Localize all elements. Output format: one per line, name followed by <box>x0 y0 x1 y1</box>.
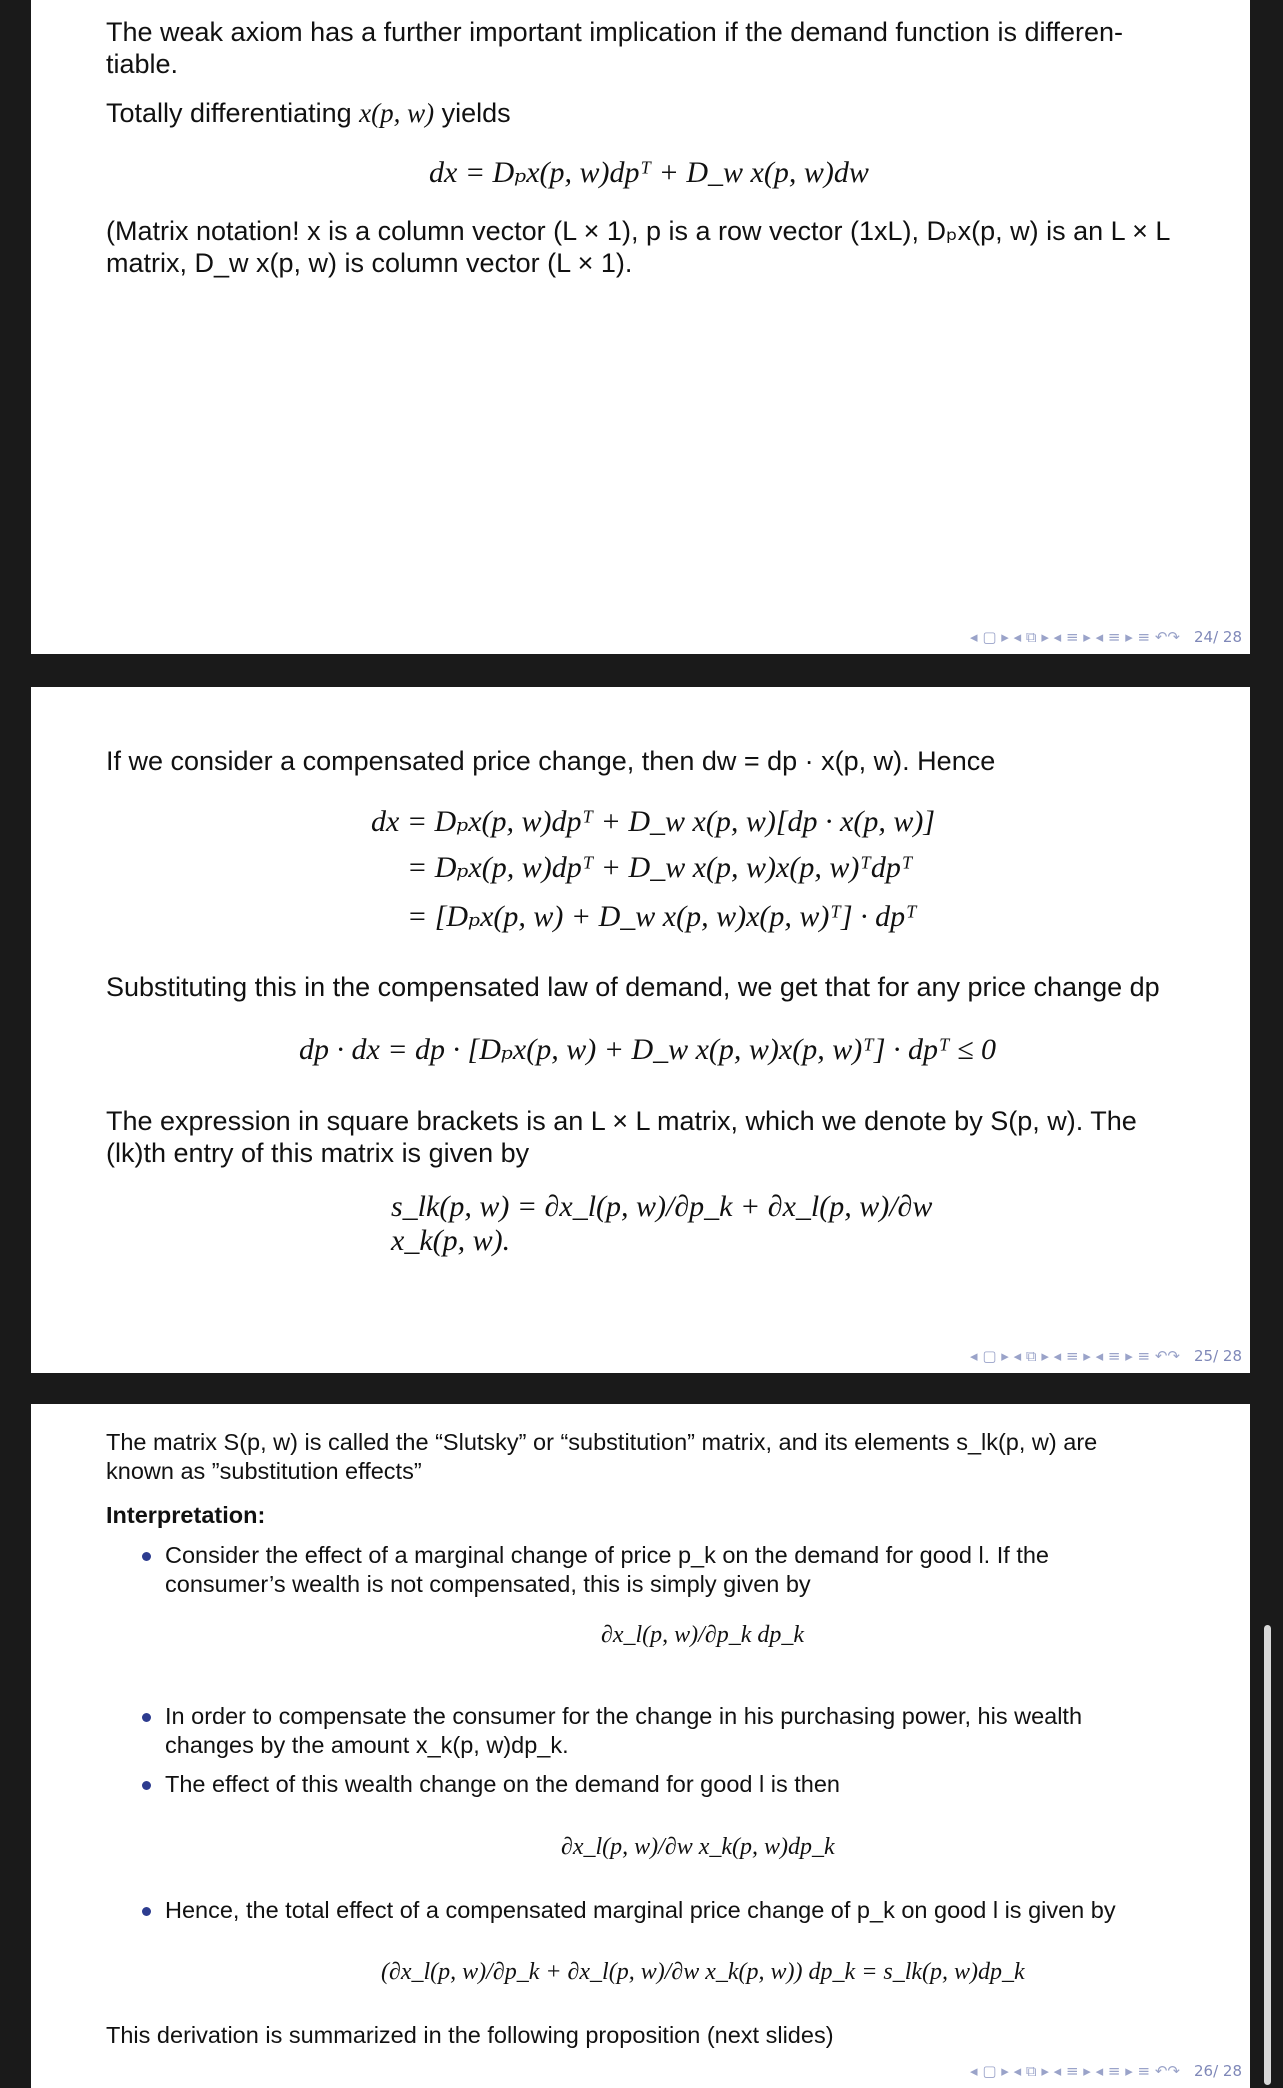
bullet-marker <box>142 1781 151 1790</box>
bullet-1-line-1: Consider the effect of a marginal change of price p_k on the demand for good l. If the <box>165 1542 1049 1568</box>
bullet-2-line-2: changes by the amount x_k(p, w)dp_k. <box>165 1732 569 1758</box>
paragraph-weak-axiom-cont: tiable. <box>106 49 179 79</box>
bullet-marker <box>142 1907 151 1916</box>
beamer-navigation-bar[interactable] <box>970 2062 1242 2084</box>
equation-law-of-demand: dp · dx = dp · [Dₚx(p, w) + D_w x(p, w)x(p, w)ᵀ] · dpᵀ ≤ 0 <box>299 1033 997 1066</box>
equation-line-3: = [Dₚx(p, w) + D_w x(p, w)x(p, w)ᵀ] · dpᵀ <box>407 900 917 933</box>
equation-uncompensated-effect: ∂x_l(p, w)/∂p_k dp_k <box>601 1622 805 1648</box>
bullet-1-line-2: consumer’s wealth is not compensated, this is simply given by <box>165 1571 811 1597</box>
paragraph-totally-differentiating: Totally differentiating x(p, w) yields <box>106 98 511 128</box>
beamer-navigation-bar[interactable] <box>970 1347 1242 1369</box>
bullet-marker <box>142 1552 151 1561</box>
bullet-2-line-1: In order to compensate the consumer for the change in his purchasing power, his wealth <box>165 1703 1083 1729</box>
scrollbar[interactable] <box>1264 1625 1271 2085</box>
nav-icons[interactable]: ◂ ▢ ▸ ◂ ⧉ ▸ ◂ ≡ ▸ ◂ ≡ ▸ ≡ ↶↷ <box>970 1347 1180 1365</box>
bullet-marker <box>142 1713 151 1722</box>
equation-line-2: = Dₚx(p, w)dpᵀ + D_w x(p, w)x(p, w)ᵀdpᵀ <box>407 851 913 884</box>
page-number: 25/ 28 <box>1194 1347 1242 1365</box>
equation-total-effect: (∂x_l(p, w)/∂p_k + ∂x_l(p, w)/∂w x_k(p, w)) dp_k = s_lk(p, w)dp_k <box>381 1959 1025 1985</box>
nav-icons[interactable]: ◂ ▢ ▸ ◂ ⧉ ▸ ◂ ≡ ▸ ◂ ≡ ▸ ≡ ↶↷ <box>970 2062 1180 2080</box>
paragraph-slutsky-matrix-1: The matrix S(p, w) is called the “Slutsky” or “substitution” matrix, and its elements s_lk(p, w) are <box>106 1429 1098 1455</box>
beamer-navigation-bar[interactable] <box>970 628 1242 650</box>
heading-interpretation: Interpretation: <box>106 1502 266 1528</box>
equation-wealth-effect: ∂x_l(p, w)/∂w x_k(p, w)dp_k <box>561 1834 835 1860</box>
paragraph-square-brackets-1: The expression in square brackets is an L × L matrix, which we denote by S(p, w). The <box>106 1106 1137 1136</box>
bullet-4: Hence, the total effect of a compensated marginal price change of p_k on good l is given by <box>165 1897 1116 1923</box>
page-number: 26/ 28 <box>1194 2062 1242 2080</box>
paragraph-substituting: Substituting this in the compensated law of demand, we get that for any price change dp <box>106 972 1160 1002</box>
slide-26 <box>31 1404 1250 2088</box>
paragraph-square-brackets-2: (lk)th entry of this matrix is given by <box>106 1138 530 1168</box>
note-matrix-notation-1: (Matrix notation! x is a column vector (L × 1), p is a row vector (1xL), Dₚx(p, w) is an L × L <box>106 216 1171 246</box>
page-number: 24/ 28 <box>1194 628 1242 646</box>
slide-24 <box>31 0 1250 654</box>
slide-25 <box>31 687 1250 1373</box>
nav-icons[interactable]: ◂ ▢ ▸ ◂ ⧉ ▸ ◂ ≡ ▸ ◂ ≡ ▸ ≡ ↶↷ <box>970 628 1180 646</box>
paragraph-slutsky-matrix-2: known as ”substitution effects” <box>106 1458 422 1484</box>
note-matrix-notation-2: matrix, D_w x(p, w) is column vector (L × 1). <box>106 248 633 278</box>
equation-line-1: dx = Dₚx(p, w)dpᵀ + D_w x(p, w)[dp · x(p, w)] <box>371 805 935 838</box>
equation-slutsky-entry: s_lk(p, w) = ∂x_l(p, w)/∂p_k + ∂x_l(p, w)/∂w x_k(p, w). <box>391 1190 933 1257</box>
paragraph-summary: This derivation is summarized in the following proposition (next slides) <box>106 2022 834 2048</box>
equation-dx: dx = Dₚx(p, w)dpᵀ + D_w x(p, w)dw <box>429 156 869 189</box>
paragraph-weak-axiom: The weak axiom has a further important implication if the demand function is differen- <box>106 17 1124 47</box>
bullet-3: The effect of this wealth change on the demand for good l is then <box>165 1771 840 1797</box>
paragraph-compensated-change: If we consider a compensated price change, then dw = dp · x(p, w). Hence <box>106 746 996 776</box>
